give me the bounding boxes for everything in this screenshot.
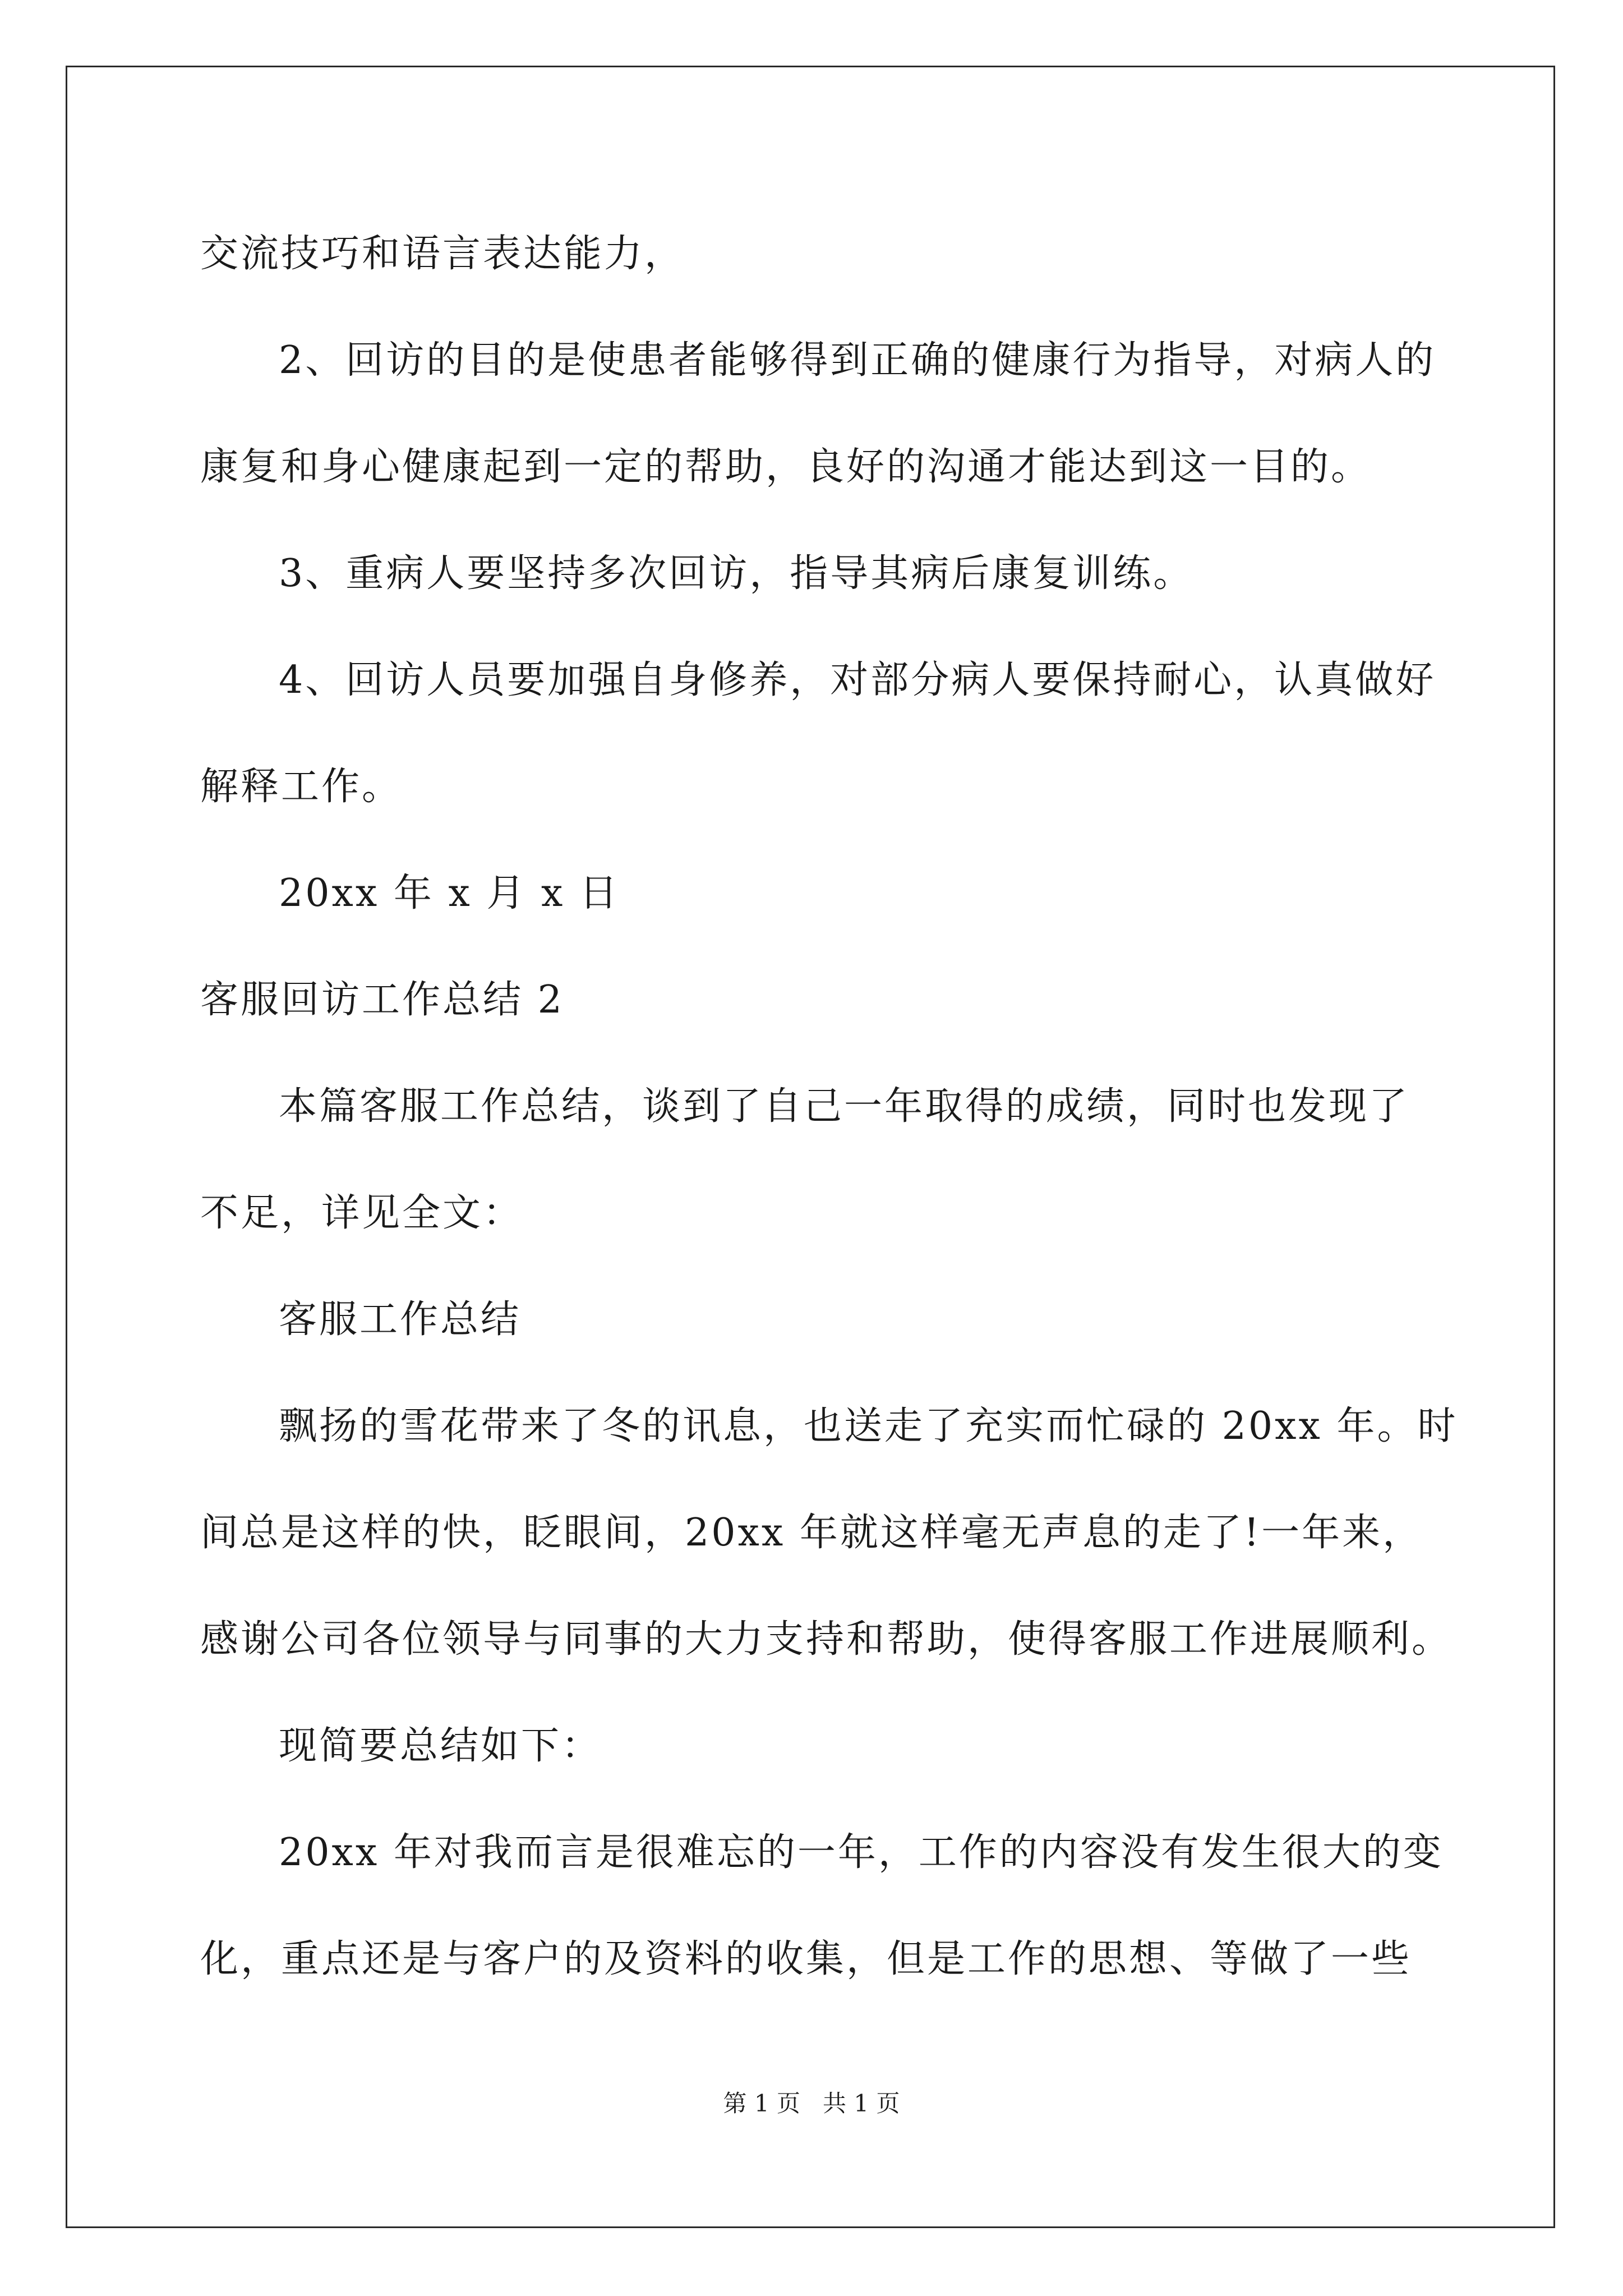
body-line-3: 康复和身心健康起到一定的帮助，良好的沟通才能达到这一目的。	[200, 445, 1372, 489]
body-line-17: 化，重点还是与客户的及资料的收集，但是工作的思想、等做了一些	[200, 1937, 1412, 1981]
subheading: 客服工作总结	[279, 1297, 522, 1342]
body-line-16: 20xx 年对我而言是很难忘的一年，工作的内容没有发生很大的变	[279, 1830, 1444, 1875]
page-number-footer: 第 1 页 共 1 页	[723, 2090, 900, 2117]
body-line-5: 4、回访人员要加强自身修养，对部分病人要保持耐心，认真做好	[279, 658, 1436, 702]
body-line-13: 间总是这样的快，眨眼间，20xx 年就这样毫无声息的走了!一年来，	[200, 1511, 1423, 1555]
body-line-15: 现简要总结如下：	[279, 1724, 602, 1768]
body-line-9: 本篇客服工作总结，谈到了自己一年取得的成绩，同时也发现了	[279, 1084, 1410, 1129]
body-line-2: 2、回访的目的是使患者能够得到正确的健康行为指导，对病人的	[279, 338, 1436, 383]
body-line-6: 解释工作。	[200, 765, 403, 809]
date-line: 20xx 年 x 月 x 日	[279, 871, 620, 915]
body-line-10: 不足，详见全文：	[200, 1191, 524, 1235]
body-line-1: 交流技巧和语言表达能力，	[200, 232, 685, 276]
page-frame	[66, 66, 1555, 2228]
body-line-14: 感谢公司各位领导与同事的大力支持和帮助，使得客服工作进展顺利。	[200, 1617, 1453, 1662]
section-heading: 客服回访工作总结 2	[200, 978, 564, 1022]
body-line-4: 3、重病人要坚持多次回访，指导其病后康复训练。	[279, 551, 1194, 596]
body-line-12: 飘扬的雪花带来了冬的讯息，也送走了充实而忙碌的 20xx 年。时	[279, 1404, 1458, 1448]
